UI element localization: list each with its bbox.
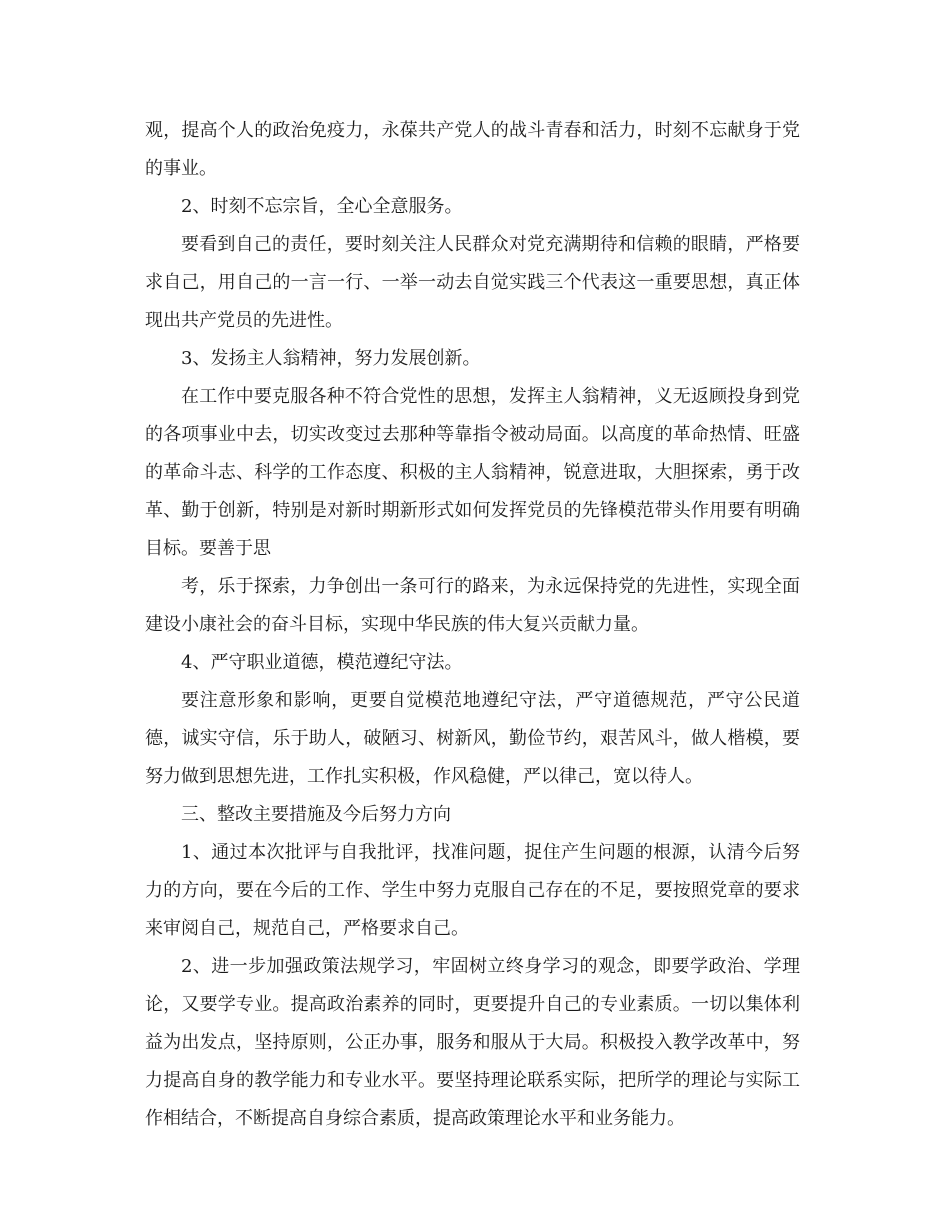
section-heading-2: 2、时刻不忘宗旨，全心全意服务。: [181, 196, 463, 217]
paragraph: 1、通过本次批评与自我批评，找准问题，捉住产生问题的根源，认清今后努力的方向，要在今后的工作、学生中努力克服自己存在的不足，要按照党章的要求来审阅自己，规范自己，严格要求自己。: [145, 842, 800, 939]
document-body: [145, 112, 800, 1138]
chapter-heading: 三、整改主要措施及今后努力方向: [181, 804, 451, 825]
paragraph: 考，乐于探索，力争创出一条可行的路来，为永远保持党的先进性，实现全面建设小康社会的奋斗目标，实现中华民族的伟大复兴贡献力量。: [145, 576, 800, 635]
paragraph: 2、进一步加强政策法规学习，牢固树立终身学习的观念，即要学政治、学理论，又要学专业。提高政治素养的同时，更要提升自己的专业素质。一切以集体利益为出发点，坚持原则，公正办事，服务和服从于大局。积极投入教学改革中，努力提高自身的教学能力和专业水平。要坚持理论联系实际，把所学的理论与实际工作相结合，不断提高自身综合素质，提高政策理论水平和业务能力。: [145, 956, 800, 1129]
section-heading-4: 4、严守职业道德，模范遵纪守法。: [181, 652, 463, 673]
section-heading-3: 3、发扬主人翁精神，努力发展创新。: [181, 348, 481, 369]
paragraph: 在工作中要克服各种不符合党性的思想，发挥主人翁精神，义无返顾投身到党的各项事业中去，切实改变过去那种等靠指令被动局面。以高度的革命热情、旺盛的革命斗志、科学的工作态度、积极的主人翁精神，锐意进取，大胆探索，勇于改革、勤于创新，特别是对新时期新形式如何发挥党员的先锋模范带头作用要有明确目标。要善于思: [145, 386, 800, 559]
paragraph-continuation: 观，提高个人的政治免疫力，永葆共产党人的战斗青春和活力，时刻不忘献身于党的事业。: [145, 120, 800, 179]
paragraph: 要看到自己的责任，要时刻关注人民群众对党充满期待和信赖的眼睛，严格要求自己，用自己的一言一行、一举一动去自觉实践三个代表这一重要思想，真正体现出共产党员的先进性。: [145, 234, 800, 331]
paragraph: 要注意形象和影响，更要自觉模范地遵纪守法，严守道德规范，严守公民道德，诚实守信，乐于助人，破陋习、树新风，勤俭节约，艰苦风斗，做人楷模，要努力做到思想先进，工作扎实积极，作风稳健，严以律己，宽以待人。: [145, 690, 800, 787]
